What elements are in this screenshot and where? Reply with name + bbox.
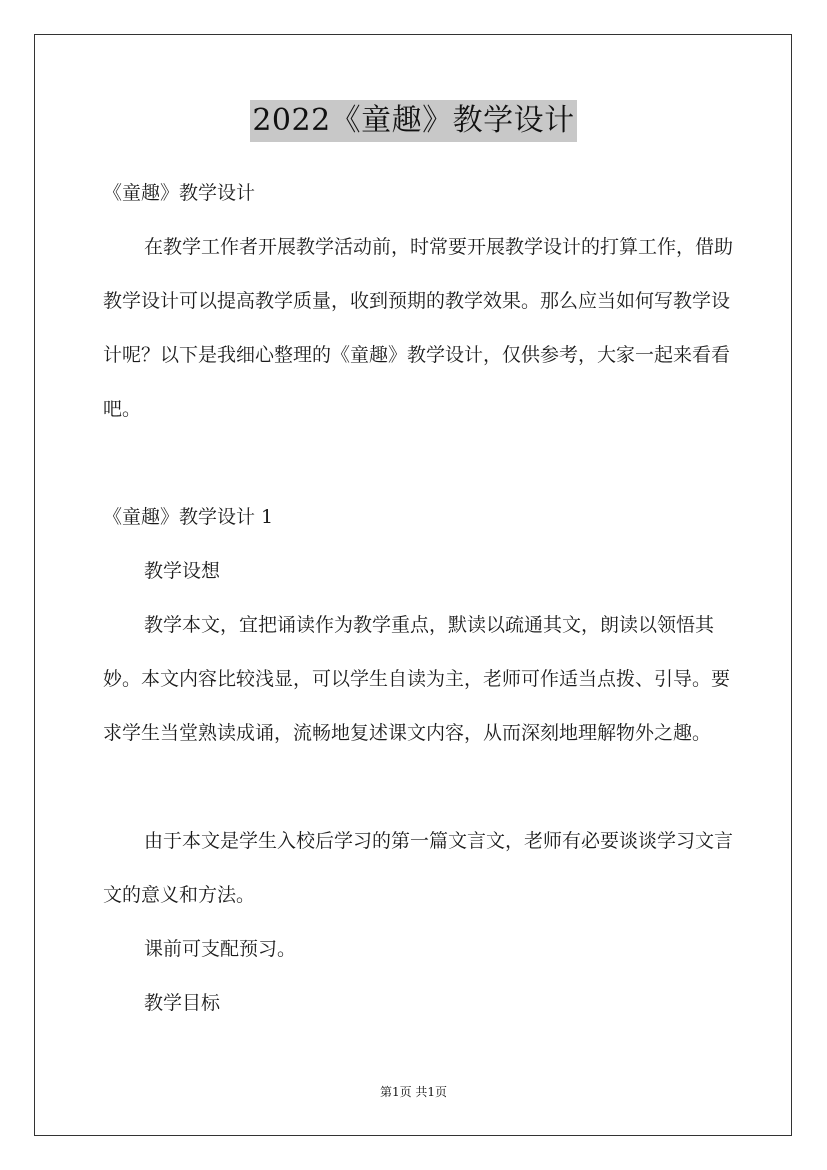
idea-paragraph-1: 教学本文，宜把诵读作为教学重点，默读以疏通其文，朗读以领悟其妙。本文内容比较浅显，可以学生自读为主，老师可作适当点拨、引导。要求学生当堂熟读成诵，流畅地复述课文内容，从而深刻地理解物外之趣。 xyxy=(103,614,731,744)
document-title: 2022《童趣》教学设计 xyxy=(250,100,576,142)
goals-heading: 教学目标 xyxy=(144,992,221,1014)
title-container xyxy=(0,100,827,142)
section-heading: 《童趣》教学设计 1 xyxy=(103,506,274,528)
page-footer: 第1页 共1页 xyxy=(379,1085,448,1099)
idea-paragraph-2: 由于本文是学生入校后学习的第一篇文言文，老师有必要谈谈学习文言文的意义和方法。 xyxy=(103,830,734,906)
intro-paragraph: 在教学工作者开展教学活动前，时常要开展教学设计的打算工作，借助教学设计可以提高教学质量，收到预期的教学效果。那么应当如何写教学设计呢？以下是我细心整理的《童趣》教学设计，仅供参考，大家一起来看看吧。 xyxy=(103,236,734,420)
subtitle: 《童趣》教学设计 xyxy=(103,182,256,204)
idea-heading: 教学设想 xyxy=(144,560,221,582)
idea-paragraph-3: 课前可支配预习。 xyxy=(144,938,297,960)
